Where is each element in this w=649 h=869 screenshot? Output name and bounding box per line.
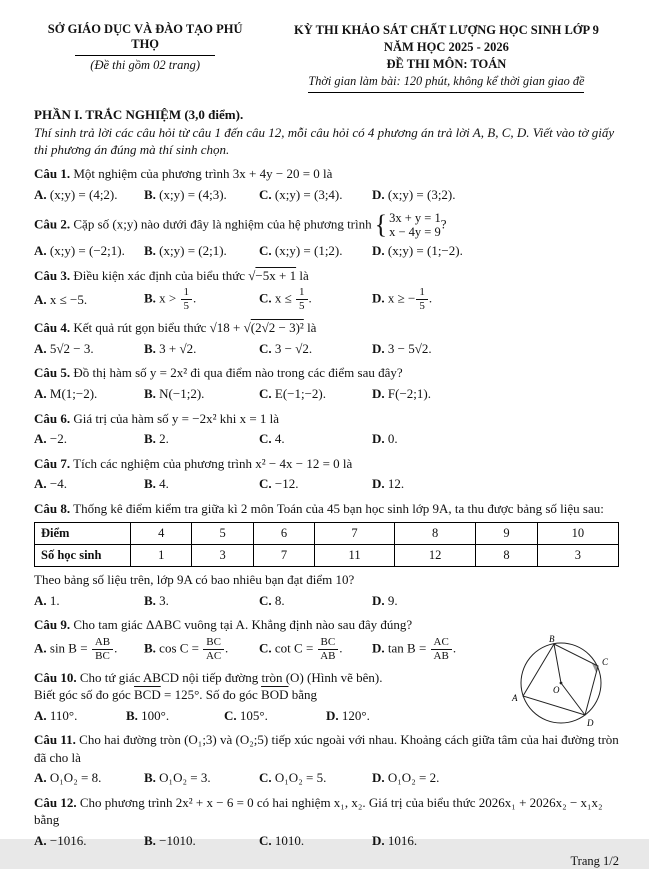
option-b: [144, 475, 259, 493]
table-cell: 3: [537, 545, 618, 567]
arc-angle-bod: $\overline{BOD}$: [261, 687, 289, 703]
option-text-suffix: .: [339, 640, 343, 656]
fraction-numerator: AC: [431, 637, 452, 650]
option-text-suffix: .: [428, 290, 433, 306]
table-cell: 9: [476, 523, 537, 545]
fraction: [296, 287, 308, 312]
question-text: Giá trị của hàm số y = −2x² khi x = 1 là: [73, 410, 280, 426]
option-letter: A.: [34, 770, 47, 786]
question-text: Kết quả rút gọn biểu thức √18 + √: [73, 320, 251, 336]
radius-od: [561, 683, 585, 715]
option-letter: B.: [144, 592, 156, 608]
question-label: Câu 3.: [34, 267, 71, 283]
option-text: cot C =: [274, 640, 317, 656]
option-letter: C.: [259, 385, 272, 401]
question-label: Câu 8.: [34, 500, 71, 516]
option-c: [259, 592, 372, 610]
table-cell: 4: [131, 523, 192, 545]
question-label: Câu 5.: [34, 365, 71, 381]
subject-title: ĐỀ THI MÔN: TOÁN: [386, 56, 507, 71]
option-d: [372, 340, 619, 358]
score-frequency-table: [34, 522, 619, 567]
option-c: [259, 832, 372, 850]
option-letter: B.: [144, 431, 156, 447]
question-2: [34, 211, 619, 260]
option-text: x ≤ −5.: [49, 292, 88, 308]
option-text: 3 + √2.: [159, 340, 197, 356]
option-text: −4.: [49, 476, 67, 492]
option-text: F(−2;1).: [387, 385, 431, 401]
fraction-denominator: AB: [320, 649, 336, 662]
option-b: [144, 832, 259, 850]
label-d: D: [587, 717, 594, 728]
question-text: Biết góc số đo góc: [34, 687, 135, 703]
question-3: [34, 267, 619, 313]
option-b: [144, 637, 259, 662]
option-letter: C.: [259, 476, 272, 492]
fraction-numerator: BC: [203, 637, 224, 650]
option-letter: C.: [259, 431, 272, 447]
question-7: [34, 455, 619, 493]
label-o: O: [553, 684, 560, 695]
header-left: [34, 22, 256, 73]
question-label: Câu 4.: [34, 320, 71, 336]
question-label: Câu 2.: [34, 215, 71, 231]
question-text-suffix: là: [303, 320, 317, 336]
question-stem: [34, 616, 619, 634]
table-cell: 10: [537, 523, 618, 545]
question-stem: [34, 211, 619, 240]
option-d: [372, 832, 619, 850]
question-options: [34, 475, 619, 493]
label-a: A: [512, 692, 518, 703]
option-text: 8.: [274, 592, 285, 608]
option-text: 105°.: [239, 707, 268, 723]
table-cell: Điểm: [35, 523, 131, 545]
page-number: Trang 1/2: [570, 853, 619, 868]
question-text: Điều kiện xác định của biểu thức √: [73, 267, 256, 283]
option-letter: D.: [372, 431, 385, 447]
fraction-numerator: 1: [181, 287, 193, 300]
option-text: tan B =: [387, 640, 430, 656]
label-c: C: [602, 656, 609, 667]
option-letter: A.: [34, 385, 47, 401]
option-text: 110°.: [49, 707, 78, 723]
question-options: [34, 832, 619, 850]
question-label: Câu 7.: [34, 455, 71, 471]
option-letter: A.: [34, 833, 47, 849]
option-a: [34, 592, 144, 610]
option-text: 3.: [159, 592, 169, 608]
option-letter: A.: [34, 292, 47, 308]
section-instructions: Thí sinh trả lời các câu hỏi từ câu 1 đến câu 12, mỗi câu hỏi có 4 phương án trả lời A, B, C, D. Viết vào tờ giấy thi phương án đúng mà thí sinh chọn.: [34, 124, 615, 157]
option-d: [372, 186, 619, 204]
question-text-suffix: là: [296, 267, 309, 283]
fraction-numerator: 1: [296, 287, 308, 300]
question-options: [34, 340, 619, 358]
option-b: [144, 287, 259, 312]
option-a: [34, 637, 144, 662]
option-letter: B.: [144, 290, 156, 306]
question-label: Câu 9.: [34, 617, 71, 633]
label-b: B: [549, 633, 555, 644]
fraction-denominator: BC: [95, 649, 110, 662]
option-letter: B.: [126, 707, 138, 723]
fraction: [431, 637, 452, 662]
exam-header: [34, 22, 619, 93]
option-text: −2.: [49, 431, 67, 447]
system-line-2: x − 4y = 9: [389, 224, 441, 239]
table-cell: 6: [253, 523, 314, 545]
question-6: [34, 410, 619, 448]
question-8: [34, 500, 619, 609]
section-title: PHẦN I. TRẮC NGHIỆM (3,0 điểm).: [34, 106, 244, 122]
fraction-denominator: 5: [419, 300, 425, 313]
option-letter: D.: [372, 186, 385, 202]
option-letter: C.: [259, 243, 272, 259]
option-letter: D.: [372, 592, 385, 608]
option-text: O₁O₂ = 5.: [274, 770, 327, 786]
option-a: [34, 385, 144, 403]
option-text: 4.: [159, 476, 169, 492]
center-dot: [560, 681, 563, 684]
option-letter: B.: [144, 243, 156, 259]
table-cell: 11: [315, 545, 395, 567]
option-letter: C.: [259, 592, 272, 608]
option-letter: D.: [372, 770, 385, 786]
option-b: [144, 242, 259, 260]
option-a: [34, 832, 144, 850]
system-line-1: 3x + y = 1: [389, 210, 441, 225]
question-text: Một nghiệm của phương trình 3x + 4y − 20 = 0 là: [73, 166, 333, 182]
option-letter: D.: [372, 476, 385, 492]
option-text: (x;y) = (−2;1).: [49, 243, 125, 259]
option-text: 0.: [387, 431, 398, 447]
option-c: [259, 430, 372, 448]
option-d: [372, 592, 619, 610]
option-letter: B.: [144, 833, 156, 849]
question-5: [34, 364, 619, 402]
option-letter: B.: [144, 340, 156, 356]
option-text: 3 − 5√2.: [387, 340, 432, 356]
option-letter: B.: [144, 770, 156, 786]
fraction-denominator: 5: [183, 300, 190, 313]
option-a: [34, 769, 144, 787]
option-b: [144, 769, 259, 787]
option-letter: D.: [326, 707, 339, 723]
exam-pages-note: (Đề thi gồm 02 trang): [90, 58, 200, 72]
question-text: Cặp số (x;y) nào dưới đây là nghiệm của hệ phương trình: [73, 215, 372, 231]
option-b: [144, 340, 259, 358]
table-cell: 5: [192, 523, 253, 545]
option-letter: B.: [144, 186, 156, 202]
option-c: [259, 340, 372, 358]
question-text: Tích các nghiệm của phương trình x² − 4x − 12 = 0 là: [73, 455, 353, 471]
option-c: [259, 475, 372, 493]
question-options: [34, 430, 619, 448]
option-d: [372, 769, 619, 787]
option-d: [372, 430, 619, 448]
option-letter: B.: [144, 476, 156, 492]
arc-angle-bcd: $\overline{BCD}$: [134, 687, 161, 703]
option-text: −12.: [274, 476, 299, 492]
option-d: [372, 287, 619, 312]
question-text-suffix: bằng: [288, 687, 318, 703]
option-letter: D.: [372, 243, 385, 259]
option-letter: B.: [144, 640, 156, 656]
fraction: [181, 287, 193, 312]
option-letter: A.: [34, 431, 47, 447]
question-text: Thống kê điểm kiểm tra giữa kì 2 môn Toán của 45 bạn học sinh lớp 9A, ta thu được bảng số liệu sau:: [73, 500, 604, 516]
department-title: SỞ GIÁO DỤC VÀ ĐÀO TẠO PHÚ THỌ: [47, 22, 243, 51]
option-a: [34, 340, 144, 358]
fraction-numerator: AB: [92, 637, 113, 650]
option-text: (x;y) = (1;−2).: [387, 243, 463, 259]
option-c: [259, 287, 372, 312]
question-stem: [34, 165, 619, 183]
option-letter: C.: [259, 640, 272, 656]
question-text-suffix: ?: [440, 215, 447, 231]
question-stem: [34, 794, 619, 829]
question-label: Câu 12.: [34, 794, 77, 810]
question-stem: [34, 731, 619, 766]
question-text: Cho tam giác ΔABC vuông tại A. Khẳng định nào sau đây đúng?: [73, 617, 413, 633]
table-cell: 8: [394, 523, 475, 545]
question-label: Câu 1.: [34, 166, 71, 182]
question-4: [34, 319, 619, 357]
option-text: x ≤: [274, 290, 296, 306]
option-a: [34, 430, 144, 448]
option-text: (x;y) = (4;2).: [49, 186, 118, 202]
question-label: Câu 11.: [34, 732, 76, 748]
table-cell: 1: [131, 545, 192, 567]
option-d: [372, 242, 619, 260]
option-c: [259, 385, 372, 403]
question-text: Đồ thị hàm số y = 2x² đi qua điểm nào trong các điểm sau đây?: [73, 365, 403, 381]
option-letter: C.: [259, 340, 272, 356]
time-limit-note: Thời gian làm bài: 120 phút, không kể thời gian giao đề: [308, 74, 584, 93]
option-text: (x;y) = (2;1).: [159, 243, 227, 259]
table-cell: Số học sinh: [35, 545, 131, 567]
option-letter: C.: [224, 707, 237, 723]
option-letter: C.: [259, 186, 272, 202]
option-text-suffix: .: [452, 640, 457, 656]
option-text: O₁O₂ = 3.: [159, 770, 211, 786]
option-b: [144, 186, 259, 204]
radius-ob: [554, 644, 561, 683]
fraction-denominator: AC: [205, 649, 222, 662]
option-d: [326, 707, 497, 725]
fraction-denominator: 5: [299, 300, 305, 313]
option-text: cos C =: [159, 640, 203, 656]
option-letter: D.: [372, 290, 385, 306]
option-c: [259, 637, 372, 662]
option-a: [34, 291, 144, 309]
option-text: O₁O₂ = 2.: [387, 770, 440, 786]
fraction-numerator: 1: [416, 287, 428, 300]
question-stem: [34, 410, 619, 428]
option-text: (x;y) = (3;2).: [387, 186, 456, 202]
option-text: (x;y) = (1;2).: [274, 243, 343, 259]
option-letter: D.: [372, 833, 385, 849]
option-letter: C.: [259, 290, 272, 306]
header-right: [274, 22, 619, 93]
question-text: = 125°. Số đo góc: [160, 687, 262, 703]
option-letter: A.: [34, 476, 47, 492]
option-text: (x;y) = (4;3).: [159, 186, 227, 202]
option-text: −1010.: [159, 833, 196, 849]
question-stem: [34, 364, 619, 382]
option-text-suffix: .: [114, 640, 118, 656]
question-label: Câu 6.: [34, 410, 71, 426]
option-b: [144, 430, 259, 448]
option-letter: C.: [259, 770, 272, 786]
option-text: 12.: [387, 476, 405, 492]
option-text: 100°.: [141, 707, 170, 723]
option-d: [372, 385, 619, 403]
option-letter: D.: [372, 640, 385, 656]
question-1: [34, 165, 619, 203]
option-letter: A.: [34, 340, 47, 356]
option-letter: A.: [34, 592, 47, 608]
option-letter: D.: [372, 385, 385, 401]
question-options: [34, 385, 619, 403]
table-cell: 7: [315, 523, 395, 545]
option-text: 1.: [49, 592, 60, 608]
option-c: [259, 769, 372, 787]
fraction-denominator: AB: [433, 649, 449, 662]
question-stem: [34, 319, 619, 337]
question-options: [34, 769, 619, 787]
option-a: [34, 242, 144, 260]
table-row: [35, 545, 619, 567]
option-text-suffix: .: [308, 290, 312, 306]
system-lines: [389, 211, 441, 240]
question-subtext: Theo bảng số liệu trên, lớp 9A có bao nhiêu bạn đạt điểm 10?: [34, 572, 355, 588]
option-text: 120°.: [341, 707, 370, 723]
question-options: [34, 707, 497, 725]
table-header-row: [35, 523, 619, 545]
option-text: 1016.: [387, 833, 418, 849]
exam-title: KỲ THI KHẢO SÁT CHẤT LƯỢNG HỌC SINH LỚP 9: [294, 23, 599, 37]
option-letter: B.: [144, 385, 156, 401]
option-letter: A.: [34, 640, 47, 656]
system-brace: {: [374, 209, 388, 239]
option-text: E(−1;−2).: [274, 385, 327, 401]
option-text: x >: [159, 290, 180, 306]
equation-system: [375, 211, 441, 240]
question-options: [34, 592, 619, 610]
table-cell: 7: [253, 545, 314, 567]
option-text: 3 − √2.: [274, 340, 313, 356]
option-b: [144, 385, 259, 403]
question-text: Cho phương trình 2x² + x − 6 = 0 có hai nghiệm x₁, x₂. Giá trị của biểu thức 2026x₁ + 2026x₂ − x₁x₂ bằng: [34, 794, 603, 828]
question-11: [34, 731, 619, 787]
inscribed-quadrilateral-diagram: [507, 633, 619, 733]
option-c: [259, 186, 372, 204]
option-text: −1016.: [49, 833, 87, 849]
question-12: [34, 794, 619, 850]
table-cell: 8: [476, 545, 537, 567]
option-letter: A.: [34, 243, 47, 259]
question-options: [34, 242, 619, 260]
question-text: Cho tứ giác ABCD nội tiếp đường tròn (O) (Hình vẽ bên).: [79, 669, 383, 685]
option-a: [34, 186, 144, 204]
question-stem: [34, 500, 619, 518]
option-text: (x;y) = (3;4).: [274, 186, 343, 202]
option-text: M(1;−2).: [49, 385, 98, 401]
radicand: (2√2 − 3)²: [250, 320, 304, 336]
option-text: 1010.: [274, 833, 305, 849]
question-options: [34, 186, 619, 204]
question-stem-line2: [34, 686, 497, 704]
option-text-suffix: .: [193, 290, 197, 306]
option-text: sin B =: [49, 640, 91, 656]
option-text: O₁O₂ = 8.: [49, 770, 102, 786]
question-stem: [34, 455, 619, 473]
fraction: [318, 637, 339, 662]
question-stem: [34, 267, 619, 285]
option-a: [34, 475, 144, 493]
option-letter: A.: [34, 186, 47, 202]
question-stem: [34, 669, 497, 687]
option-a: [34, 707, 126, 725]
fraction-numerator: BC: [318, 637, 339, 650]
option-letter: C.: [259, 833, 272, 849]
school-year: NĂM HỌC 2025 - 2026: [383, 39, 509, 54]
fraction: [203, 637, 224, 662]
option-text: 9.: [387, 592, 398, 608]
option-text-suffix: .: [224, 640, 229, 656]
option-d: [372, 475, 619, 493]
radicand: −5x + 1: [255, 267, 297, 283]
table-cell: 3: [192, 545, 253, 567]
fraction: [92, 637, 113, 662]
question-text: Cho hai đường tròn (O₁;3) và (O₂;5) tiếp xúc ngoài với nhau. Khoảng cách giữa tâm của hai đường tròn đã cho là: [34, 732, 619, 765]
option-b: [144, 592, 259, 610]
option-c: [259, 242, 372, 260]
table-cell: 12: [394, 545, 475, 567]
option-text: 5√2 − 3.: [49, 340, 94, 356]
option-text: N(−1;2).: [159, 385, 205, 401]
option-letter: A.: [34, 707, 47, 723]
option-b: [126, 707, 224, 725]
header-left-rule: [75, 55, 215, 56]
option-c: [224, 707, 326, 725]
option-text: x ≥ −: [387, 290, 416, 306]
fraction: [416, 287, 428, 312]
option-letter: D.: [372, 340, 385, 356]
option-text: 2.: [159, 431, 169, 447]
option-text: 4.: [274, 431, 285, 447]
question-label: Câu 10.: [34, 669, 77, 685]
question-options: [34, 287, 619, 312]
